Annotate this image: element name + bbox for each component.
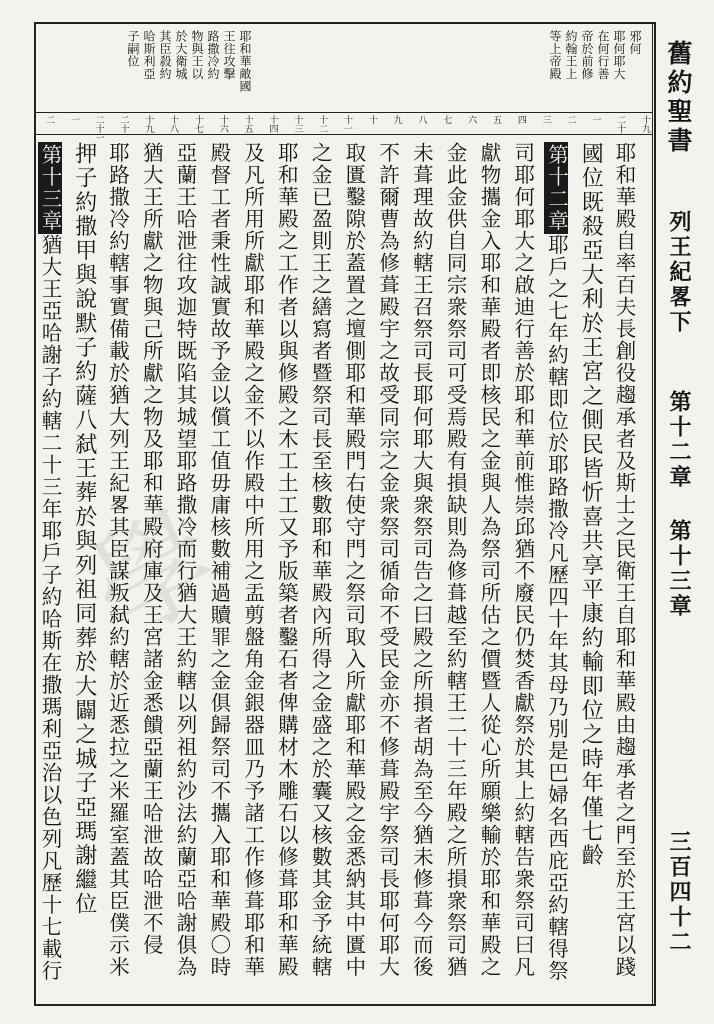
- margin-rule: [652, 22, 653, 1004]
- text-column: [104, 142, 132, 978]
- column-text: 獻物攜金入耶和華殿者即核民之金與人為祭司所估之價暨人從心所願樂輸於耶和華殿之: [476, 142, 501, 978]
- text-column: [441, 142, 469, 978]
- header-note-left-4: 物與王以: [190, 30, 204, 80]
- column-text: 取匱鑿隙於蓋置之壇側耶和華殿門右使守門之祭司取入所獻耶和華殿之金悉納其中匱中: [341, 142, 366, 978]
- verse-number: 十五: [242, 115, 253, 133]
- verse-number: 十一: [342, 115, 352, 133]
- text-column: [407, 142, 435, 978]
- header-note-right-4: 帝於前修: [580, 30, 594, 80]
- column-text: 未葺理故約轄王召祭司長耶何耶大與衆祭司告之曰殿之所損者胡為至今猶未修葺今而後: [409, 142, 434, 978]
- column-text: 殿督工者秉性誠實故予金以償工值毋庸核數補過贖罪之金俱歸祭司不攜入耶和華殿〇時: [206, 142, 231, 978]
- header-note-right-5: 約翰王上: [564, 30, 578, 80]
- column-text: 金此金供自同宗衆祭司可受焉殿有損缺則為修葺越至約轄王二十三年殿之所損衆祭司猶: [443, 142, 468, 978]
- verse-number: 十九: [640, 115, 650, 133]
- text-column: [340, 142, 368, 978]
- verse-number: 十四: [267, 115, 278, 133]
- text-column: [475, 142, 503, 978]
- text-column: [137, 142, 165, 956]
- text-column: [171, 142, 199, 978]
- verse-rule: [34, 134, 652, 135]
- header-rule: [34, 112, 652, 113]
- column-text: 猶大王亞哈謝子約轄二十三年耶戶子約哈斯在撒瑪利亞治以色列凡歷十七載行: [38, 234, 62, 982]
- header-note-left-7: 哈斯利亞: [142, 30, 156, 80]
- verse-number: 一: [68, 115, 79, 124]
- header-note-left-3: 路撒冷約: [206, 30, 220, 80]
- page-number: 三百四十二: [666, 830, 692, 955]
- verse-number: 十三: [292, 115, 303, 133]
- column-text: 亞蘭王哈泄往攻迦特既陷其城望耶路撒冷而行猶大王約轄以列祖約沙法約蘭亞哈謝俱為: [173, 142, 198, 978]
- header-note-left-1: 耶和華敵國: [238, 30, 252, 93]
- column-text: 不許爾曹為修葺殿宇之故受同宗之金衆祭司循命不受民金亦不修葺殿宇祭司長耶何耶大: [375, 142, 400, 978]
- text-column: [70, 142, 98, 916]
- column-text: 司耶何耶大之啟迪行善於耶和華前惟崇邱猶不廢民仍焚香獻祭於其上約轄告衆祭司曰凡: [510, 142, 535, 978]
- verse-number: 二十: [118, 115, 129, 133]
- watermark: 學: [69, 485, 241, 665]
- text-column: [306, 142, 334, 978]
- verse-number: 十: [366, 115, 377, 124]
- book-title: 舊約聖書: [664, 40, 693, 156]
- column-text: 之金已盈則王之繕寫者暨祭司長至核數耶和華殿內所得之金盛之於囊又核數其金予統轄: [308, 142, 333, 978]
- text-column: [509, 142, 537, 978]
- chapter-label: 第十二章: [544, 144, 569, 232]
- verse-number: 七: [441, 115, 452, 124]
- verse-number: 十六: [217, 115, 228, 133]
- column-text: 國位既殺亞大利於王宮之側民皆忻喜共享平康約輸即位之時年僅七齡: [578, 142, 604, 868]
- chapter-range: 第十二章 第十三章: [666, 390, 692, 619]
- verse-number: 九: [391, 115, 402, 124]
- text-column: [542, 142, 570, 982]
- verse-number: 二十一: [93, 115, 104, 142]
- header-note-right-1: 邪何: [628, 30, 642, 55]
- text-column: [205, 142, 233, 978]
- column-text: 耶和華殿之工作者以與修殿之木工土工又予版築者鑿石者俾購材木雕石以修葺耶和華殿: [274, 142, 299, 978]
- verse-number: 十七: [193, 115, 203, 133]
- header-note-left-2: 王往攻擊: [222, 30, 236, 80]
- verse-number: 十二: [317, 115, 328, 133]
- column-text: 耶戶之七年約轄即位於耶路撒冷凡歷四十年其母乃別是巴婦名西庇亞約轄得祭: [544, 234, 569, 982]
- verse-number: 六: [466, 115, 477, 124]
- header-note-right-2: 耶何耶大: [612, 30, 626, 80]
- text-column: [374, 142, 402, 978]
- chapter-label: 第十三章: [38, 144, 62, 232]
- text-column: [610, 142, 638, 978]
- verse-number: 二十: [615, 115, 626, 133]
- book-name: 列王紀畧下: [666, 210, 692, 335]
- column-text: 押子約撒甲與說默子約薩八弑王葬於與列祖同葬於大闢之城子亞瑪謝繼位: [71, 142, 97, 917]
- header-note-left-5: 於大衛城: [174, 30, 188, 80]
- header-note-right-3: 在何行善: [596, 30, 610, 80]
- header-note-right-6: 等上帝殿: [548, 30, 562, 80]
- column-text: 耶路撒冷約轄事實備載於猶大列王紀畧其臣謀叛弑約轄於近悉拉之米羅室蓋其臣僕示米: [105, 142, 130, 978]
- verse-number: 一: [590, 115, 601, 124]
- verse-number: 二: [44, 115, 54, 124]
- column-text: 猶大王所獻之物與己所獻之物及耶和華殿府庫及王宮諸金悉饋亞蘭王哈泄故哈泄不侵: [139, 142, 164, 956]
- header-note-left-6: 其臣殺約: [158, 30, 172, 80]
- text-column: [272, 142, 300, 978]
- verse-number: 十八: [168, 115, 179, 133]
- verse-number: 三: [540, 115, 551, 124]
- verse-number: 四: [515, 115, 526, 124]
- text-column: [239, 142, 267, 978]
- text-column: [576, 142, 604, 868]
- verse-number: 十九: [143, 115, 154, 133]
- header-note-left-8: 子嗣位: [126, 30, 140, 68]
- verse-number: 八: [416, 115, 427, 124]
- column-text: 耶和華殿自率百夫長創役趨承者及斯士之民衛王自耶和華殿由趨承者之門至於王宮以踐: [612, 142, 636, 978]
- column-text: 及凡所用所獻耶和華殿之金不以作殿中所用之盂剪盤角金銀器皿乃予諸工作修葺耶和華: [240, 142, 265, 978]
- verse-number: 二: [565, 115, 576, 124]
- verse-number: 五: [491, 115, 501, 124]
- text-column: [36, 142, 64, 982]
